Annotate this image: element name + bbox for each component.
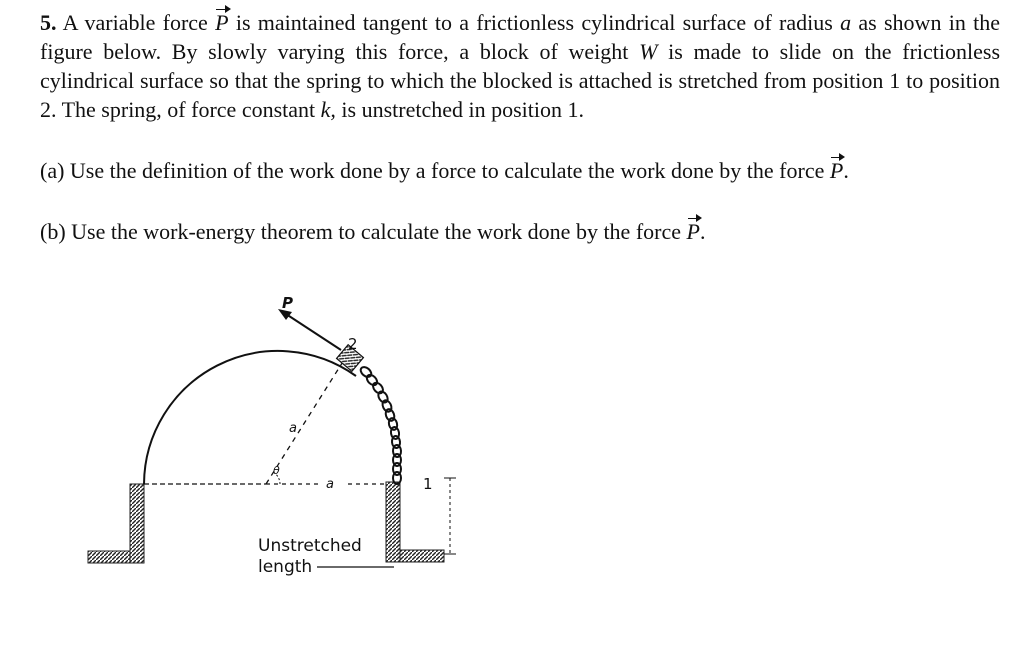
- text-segment: A variable force: [56, 10, 216, 35]
- cylinder-spring-figure: [60, 288, 500, 618]
- force-vector-symbol: P: [215, 10, 229, 35]
- part-b: [40, 217, 705, 246]
- cylinder-surface: [144, 351, 356, 484]
- angle-label: θ: [273, 464, 280, 477]
- right-wall: [386, 482, 400, 562]
- spring: [359, 365, 401, 484]
- part-a-text: (a) Use the definition of the work done by a force to calculate the work done by the force: [40, 158, 830, 183]
- spring-constant-symbol: k,: [320, 97, 336, 122]
- text-segment: is made to slide on the frictionless cylindrical surface so that the spring to which the blocked is attached is stretched from position 1 to position 2. The spring, of force constant: [40, 39, 1001, 122]
- radius-label-lower: a: [326, 477, 334, 492]
- position-2-label: 2: [348, 335, 358, 353]
- weight-symbol: W: [639, 39, 658, 64]
- force-arrow-line: [286, 314, 341, 350]
- position-1-label: 1: [423, 475, 433, 493]
- left-wall: [130, 484, 144, 563]
- radius-symbol: a: [840, 10, 852, 35]
- unstretched-label-line1: Unstretched: [258, 536, 362, 556]
- problem-number: 5.: [40, 10, 57, 35]
- part-a-end: .: [843, 158, 849, 183]
- text-segment: is unstretched in position 1.: [335, 97, 584, 122]
- problem-statement: [40, 8, 1001, 244]
- part-b-end: .: [699, 219, 706, 244]
- floor-right: [396, 550, 444, 562]
- unstretched-label-line2: length: [258, 557, 313, 577]
- radius-label-upper: a: [289, 421, 297, 436]
- force-vector-symbol-b: P: [686, 219, 700, 244]
- force-vector-symbol-a: P: [829, 158, 844, 183]
- part-a: [40, 156, 849, 185]
- part-b-text: (b) Use the work-energy theorem to calculate the work done by the force: [40, 219, 687, 244]
- text-segment: is maintained tangent to a frictionless cylindrical surface of radius: [228, 10, 841, 35]
- problem-paragraph: [40, 8, 1000, 124]
- force-label: P: [282, 294, 293, 312]
- text-segment: as shown in the figure below. By slowly varying this force, a block of weight: [40, 10, 1000, 64]
